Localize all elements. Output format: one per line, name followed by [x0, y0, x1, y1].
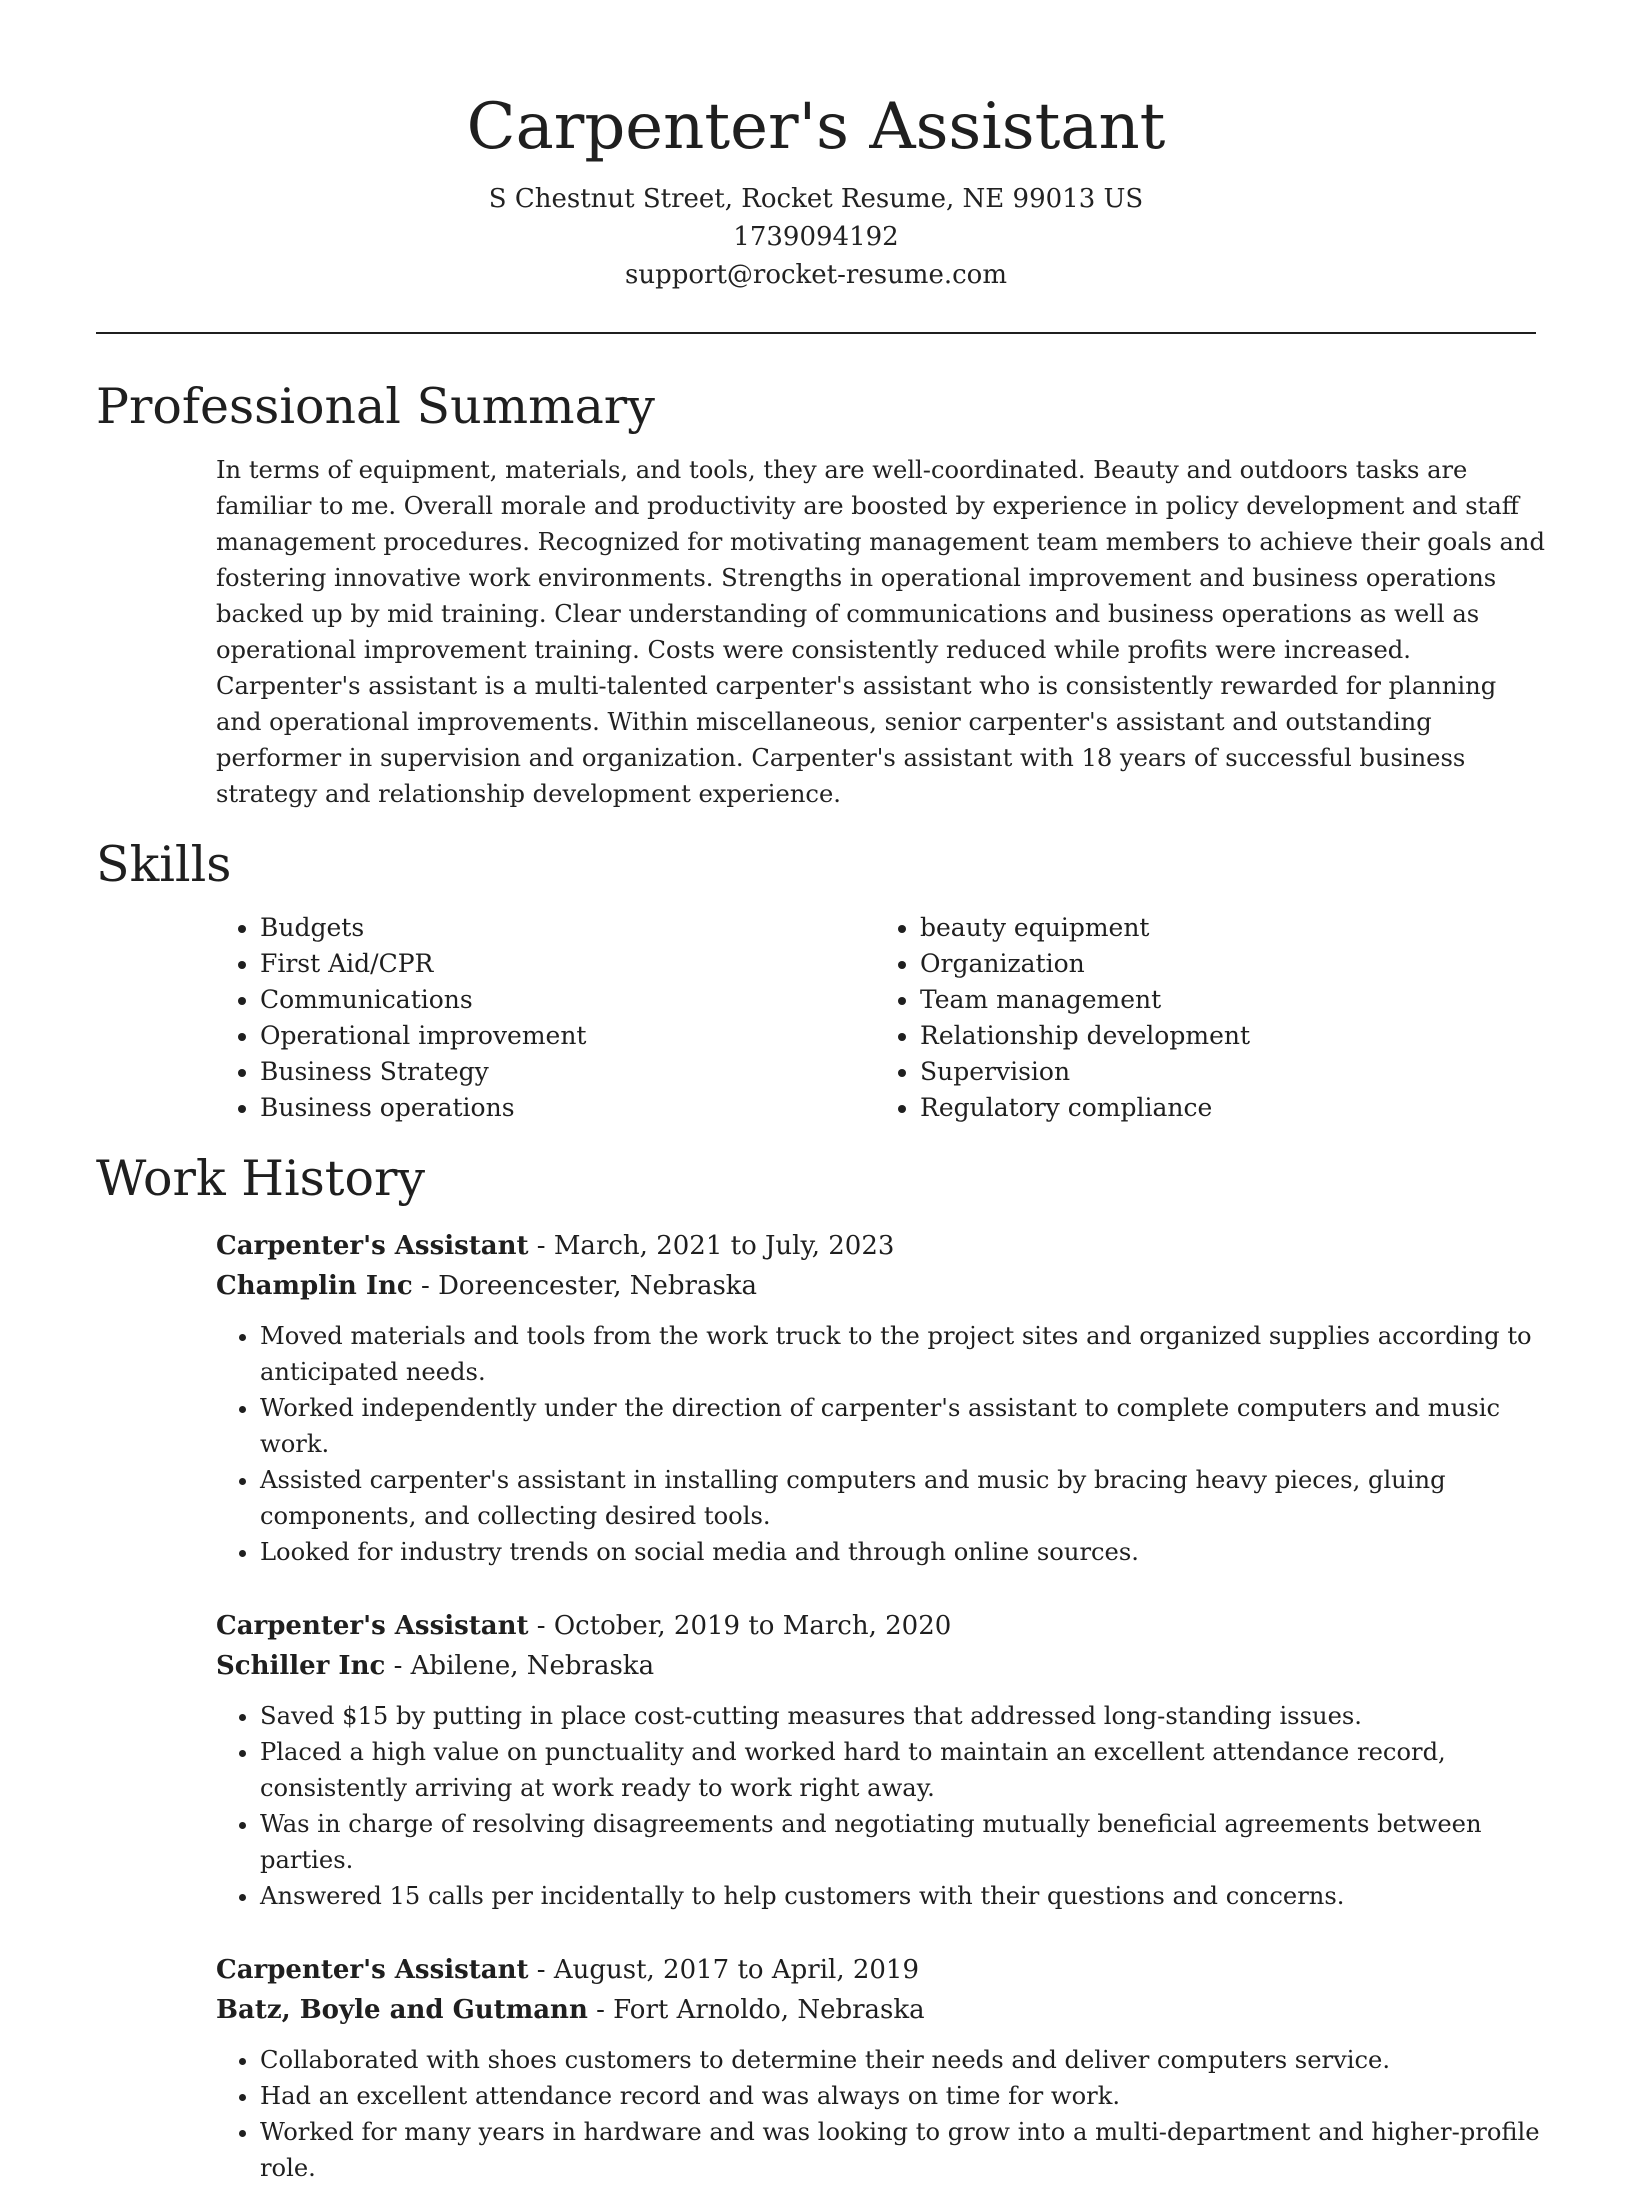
job-company-line	[216, 1990, 1546, 2030]
job-bullet: • Moved materials and tools from the work truck to the project sites and organized supplies according to anticipated needs.	[260, 1318, 1546, 1390]
skill-item: • Regulatory compliance	[920, 1090, 1536, 1126]
skill-item: • Relationship development	[920, 1018, 1536, 1054]
job-entry	[216, 1226, 1546, 1570]
skills-column-left	[216, 910, 876, 1126]
address-line: S Chestnut Street, Rocket Resume, NE 99013 US	[488, 184, 1144, 214]
skills-grid	[216, 910, 1536, 1126]
job-bullet: • Saved $15 by putting in place cost-cutting measures that addressed long-standing issues.	[260, 1698, 1546, 1734]
job-role-line	[216, 1226, 1546, 1266]
summary-paragraph: In terms of equipment, materials, and tools, they are well-coordinated. Beauty and outdoors tasks are familiar to me. Overall morale and productivity are boosted by experience in policy development and staff management procedures. Recognized for motivating management team members to achieve their goals and fostering innovative work environments. Strengths in operational improvement and business operations backed up by mid training. Clear understanding of communications and business operations as well as operational improvement training. Costs were consistently reduced while profits were increased. Carpenter's assistant is a multi-talented carpenter's assistant who is consistently rewarded for planning and operational improvements. Within miscellaneous, senior carpenter's assistant and outstanding performer in supervision and organization. Carpenter's assistant with 18 years of successful business strategy and relationship development experience.	[216, 456, 1545, 808]
job-bullet: • Looked for industry trends on social media and through online sources.	[260, 1534, 1546, 1570]
job-location: - Doreencester, Nebraska	[412, 1271, 758, 1301]
job-company: Champlin Inc	[216, 1271, 413, 1301]
skill-item: • Communications	[260, 982, 876, 1018]
job-role: Carpenter's Assistant	[216, 1231, 529, 1261]
resume-header	[96, 0, 1536, 294]
job-role-line	[216, 1950, 1546, 1990]
job-bullet: • Worked independently under the direction of carpenter's assistant to complete computers and music work.	[260, 1390, 1546, 1462]
header-divider	[96, 332, 1536, 334]
job-bullet: • Placed a high value on punctuality and worked hard to maintain an excellent attendance record, consistently arriving at work ready to work right away.	[260, 1734, 1546, 1806]
job-bullets	[216, 1698, 1546, 1914]
job-role: Carpenter's Assistant	[216, 1955, 529, 1985]
job-company-line	[216, 1266, 1546, 1306]
skill-item: • Supervision	[920, 1054, 1536, 1090]
candidate-name: Carpenter's Assistant	[466, 90, 1166, 164]
job-bullet: • Assisted carpenter's assistant in installing computers and music by bracing heavy pieces, gluing components, and collecting desired tools.	[260, 1462, 1546, 1534]
email-line: support@rocket-resume.com	[624, 260, 1007, 290]
job-company-line	[216, 1646, 1546, 1686]
phone-line: 1739094192	[733, 222, 899, 252]
job-bullet: • Answered 15 calls per incidentally to help customers with their questions and concerns.	[260, 1878, 1546, 1914]
job-location: - Fort Arnoldo, Nebraska	[587, 1995, 925, 2025]
job-role: Carpenter's Assistant	[216, 1611, 529, 1641]
job-bullet: • Collaborated with shoes customers to determine their needs and deliver computers service.	[260, 2042, 1546, 2078]
job-bullet: • Was in charge of resolving disagreements and negotiating mutually beneficial agreements between parties.	[260, 1806, 1546, 1878]
job-location: - Abilene, Nebraska	[385, 1651, 655, 1681]
skills-heading: Skills	[96, 836, 232, 893]
job-dates: - August, 2017 to April, 2019	[528, 1955, 920, 1985]
summary-heading: Professional Summary	[96, 378, 655, 435]
job-role-line	[216, 1606, 1546, 1646]
skill-item: • Team management	[920, 982, 1536, 1018]
skill-item: • Organization	[920, 946, 1536, 982]
skill-item: • Budgets	[260, 910, 876, 946]
skill-item: • beauty equipment	[920, 910, 1536, 946]
job-bullets	[216, 1318, 1546, 1570]
job-dates: - March, 2021 to July, 2023	[528, 1231, 895, 1261]
skill-item: • First Aid/CPR	[260, 946, 876, 982]
job-company: Schiller Inc	[216, 1651, 386, 1681]
skill-item: • Operational improvement	[260, 1018, 876, 1054]
work-history-heading: Work History	[96, 1150, 426, 1207]
contact-block	[96, 180, 1536, 294]
skill-item: • Business operations	[260, 1090, 876, 1126]
skills-column-right	[876, 910, 1536, 1126]
job-company: Batz, Boyle and Gutmann	[216, 1995, 588, 2025]
job-bullet: • Had an excellent attendance record and was always on time for work.	[260, 2078, 1546, 2114]
job-bullets	[216, 2042, 1546, 2186]
job-entry	[216, 1606, 1546, 1914]
job-dates: - October, 2019 to March, 2020	[528, 1611, 952, 1641]
skill-item: • Business Strategy	[260, 1054, 876, 1090]
job-entry	[216, 1950, 1546, 2186]
job-bullet: • Worked for many years in hardware and was looking to grow into a multi-department and higher-profile role.	[260, 2114, 1546, 2186]
resume-page	[96, 0, 1545, 2186]
